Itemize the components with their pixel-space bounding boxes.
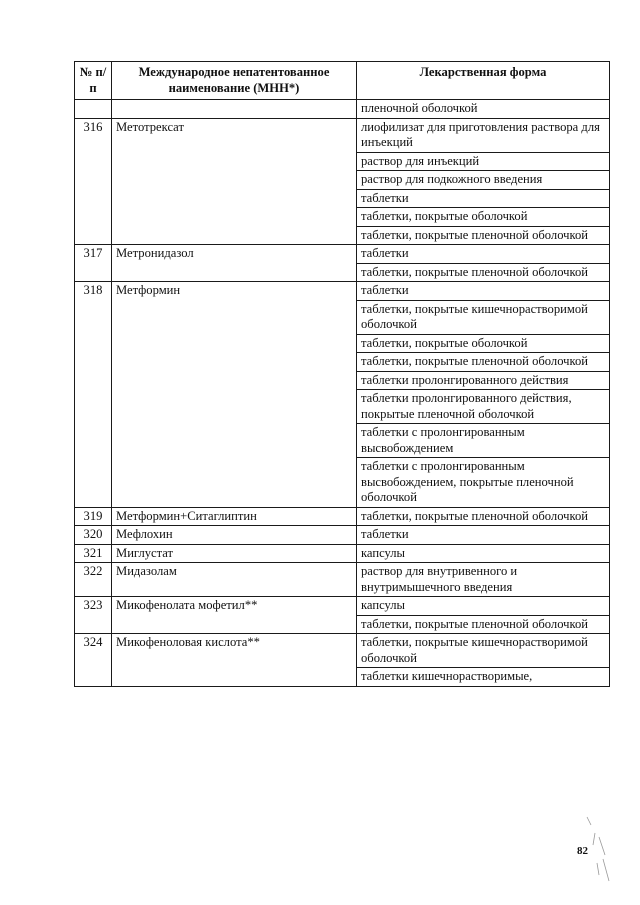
continuation-name-cell <box>112 100 357 119</box>
table-row <box>75 634 610 668</box>
inn-name: Миглустат <box>112 544 357 563</box>
inn-name: Метронидазол <box>112 245 357 282</box>
table-row <box>75 544 610 563</box>
dosage-form: лиофилизат для приготовления раствора для инъекций <box>357 118 610 152</box>
scan-artifact <box>585 815 611 885</box>
inn-name: Мефлохин <box>112 526 357 545</box>
row-number: 319 <box>75 507 112 526</box>
dosage-form: таблетки <box>357 526 610 545</box>
dosage-form: таблетки, покрытые пленочной оболочкой <box>357 507 610 526</box>
dosage-form: таблетки, покрытые пленочной оболочкой <box>357 226 610 245</box>
continuation-row <box>75 100 610 119</box>
dosage-form: таблетки пролонгированного действия, покрытые пленочной оболочкой <box>357 390 610 424</box>
dosage-form: таблетки <box>357 189 610 208</box>
dosage-form: таблетки, покрытые оболочкой <box>357 334 610 353</box>
table-row <box>75 118 610 152</box>
dosage-form: таблетки, покрытые пленочной оболочкой <box>357 263 610 282</box>
table-row <box>75 597 610 616</box>
table-row <box>75 282 610 301</box>
inn-name: Микофеноловая кислота** <box>112 634 357 687</box>
dosage-form: таблетки с пролонгированным высвобождением, покрытые пленочной оболочкой <box>357 458 610 508</box>
table-row <box>75 526 610 545</box>
row-number: 318 <box>75 282 112 508</box>
inn-name: Метформин <box>112 282 357 508</box>
dosage-form: таблетки, покрытые пленочной оболочкой <box>357 353 610 372</box>
dosage-form: таблетки, покрытые пленочной оболочкой <box>357 615 610 634</box>
header-num: № п/п <box>75 62 112 100</box>
dosage-form: таблетки <box>357 282 610 301</box>
page-number: 82 <box>577 845 588 857</box>
header-name: Международное непатентованное наименование (МНН*) <box>112 62 357 100</box>
row-number: 323 <box>75 597 112 634</box>
table-header-row <box>75 62 610 100</box>
continuation-form-cell: пленочной оболочкой <box>357 100 610 119</box>
dosage-form: таблетки, покрытые оболочкой <box>357 208 610 227</box>
continuation-num-cell <box>75 100 112 119</box>
table-row <box>75 245 610 264</box>
dosage-form: раствор для подкожного введения <box>357 171 610 190</box>
dosage-form: таблетки <box>357 245 610 264</box>
table-row <box>75 563 610 597</box>
dosage-form: капсулы <box>357 597 610 616</box>
row-number: 320 <box>75 526 112 545</box>
dosage-form: таблетки, покрытые кишечнорастворимой оболочкой <box>357 300 610 334</box>
dosage-form: таблетки с пролонгированным высвобождением <box>357 424 610 458</box>
row-number: 321 <box>75 544 112 563</box>
row-number: 317 <box>75 245 112 282</box>
header-form: Лекарственная форма <box>357 62 610 100</box>
inn-name: Микофенолата мофетил** <box>112 597 357 634</box>
dosage-form: таблетки, покрытые кишечнорастворимой оболочкой <box>357 634 610 668</box>
dosage-form: капсулы <box>357 544 610 563</box>
dosage-form: таблетки пролонгированного действия <box>357 371 610 390</box>
table-row <box>75 507 610 526</box>
dosage-form: раствор для инъекций <box>357 152 610 171</box>
dosage-form: таблетки кишечнорастворимые, <box>357 668 610 687</box>
row-number: 316 <box>75 118 112 245</box>
row-number: 324 <box>75 634 112 687</box>
medicines-table <box>74 61 610 687</box>
dosage-form: раствор для внутривенного и внутримышечного введения <box>357 563 610 597</box>
row-number: 322 <box>75 563 112 597</box>
inn-name: Метотрексат <box>112 118 357 245</box>
table-body <box>75 100 610 687</box>
inn-name: Метформин+Ситаглиптин <box>112 507 357 526</box>
inn-name: Мидазолам <box>112 563 357 597</box>
